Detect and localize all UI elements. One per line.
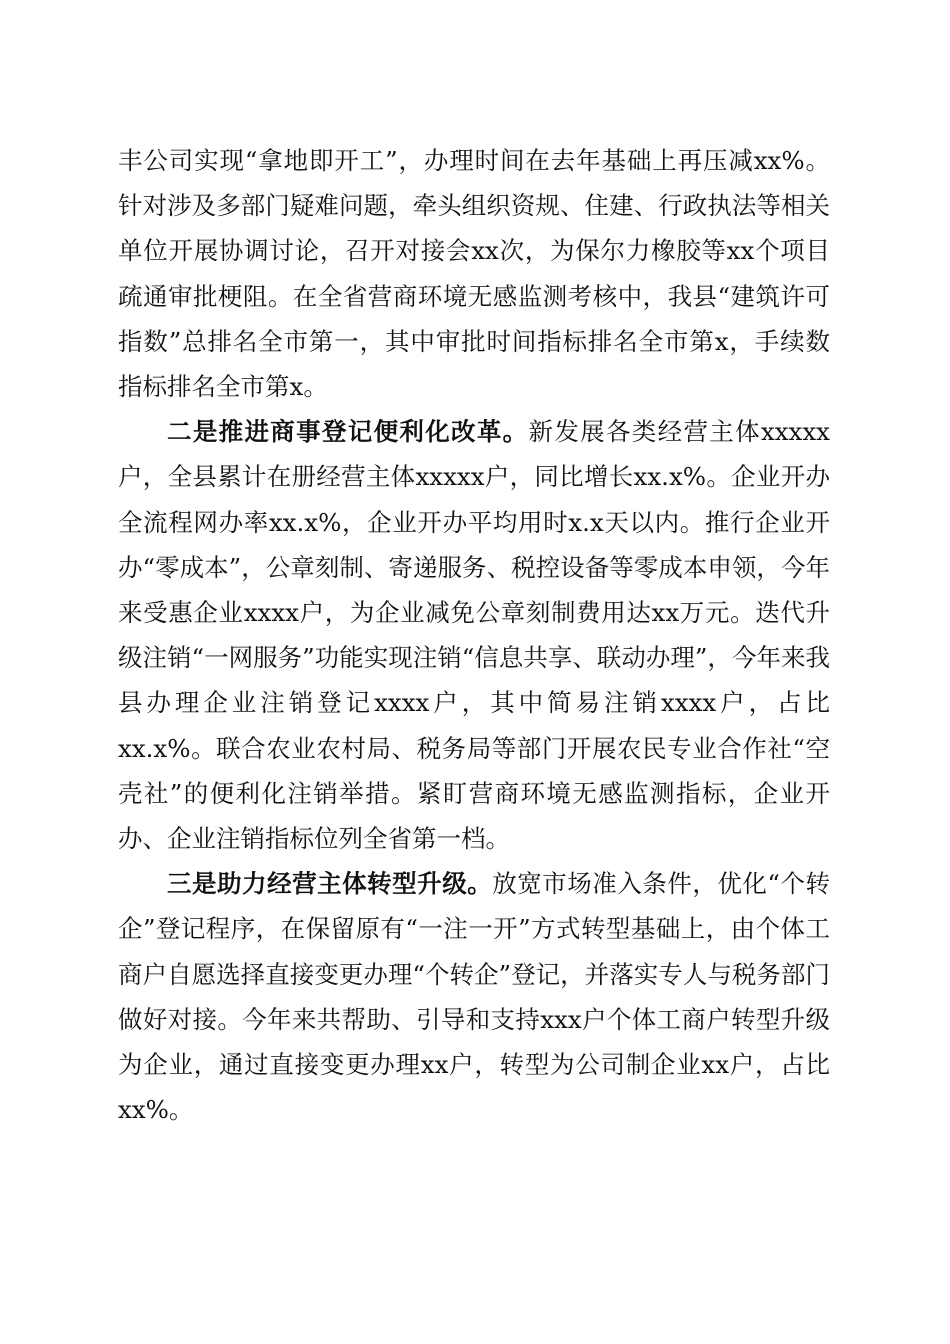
paragraph-text: 新发展各类经营主体xxxxx户，全县累计在册经营主体xxxxx户，同比增长xx.x%。企业开办全流程网办率xx.x%，企业开办平均用时x.x天以内。推行企业开办“零成本”，公章刻制、寄递服务、税控设备等零成本申领，今年来受惠企业xxxx户，为企业减免公章刻制费用达xx万元。迭代升级注销“一网服务”功能实现注销“信息共享、联动办理”，今年来我县办理企业注销登记xxxx户，其中简易注销xxxx户，占比xx.x%。联合农业农村局、税务局等部门开展农民专业合作社“空壳社”的便利化注销举措。紧盯营商环境无感监测指标，企业开办、企业注销指标位列全省第一档。	[118, 417, 830, 854]
paragraph-text: 放宽市场准入条件，优化“个转企”登记程序，在保留原有“一注一开”方式转型基础上，由个体工商户自愿选择直接变更办理“个转企”登记，并落实专人与税务部门做好对接。今年来共帮助、引导和支持xxx户个体工商户转型升级为企业，通过直接变更办理xx户，转型为公司制企业xx户，占比xx%。	[118, 869, 830, 1125]
paragraph-continuation	[118, 138, 830, 409]
paragraph-text: 丰公司实现“拿地即开工”，办理时间在去年基础上再压减xx%。针对涉及多部门疑难问题，牵头组织资规、住建、行政执法等相关单位开展协调讨论，召开对接会xx次，为保尔力橡胶等xx个项目疏通审批梗阻。在全省营商环境无感监测考核中，我县“建筑许可指数”总排名全市第一，其中审批时间指标排名全市第x，手续数指标排名全市第x。	[118, 146, 830, 402]
paragraph-lead: 二是推进商事登记便利化改革。	[167, 417, 529, 447]
document-body	[118, 138, 830, 1132]
paragraph-entity-transformation	[118, 861, 830, 1132]
paragraph-lead: 三是助力经营主体转型升级。	[167, 869, 493, 899]
paragraph-business-registration	[118, 409, 830, 861]
